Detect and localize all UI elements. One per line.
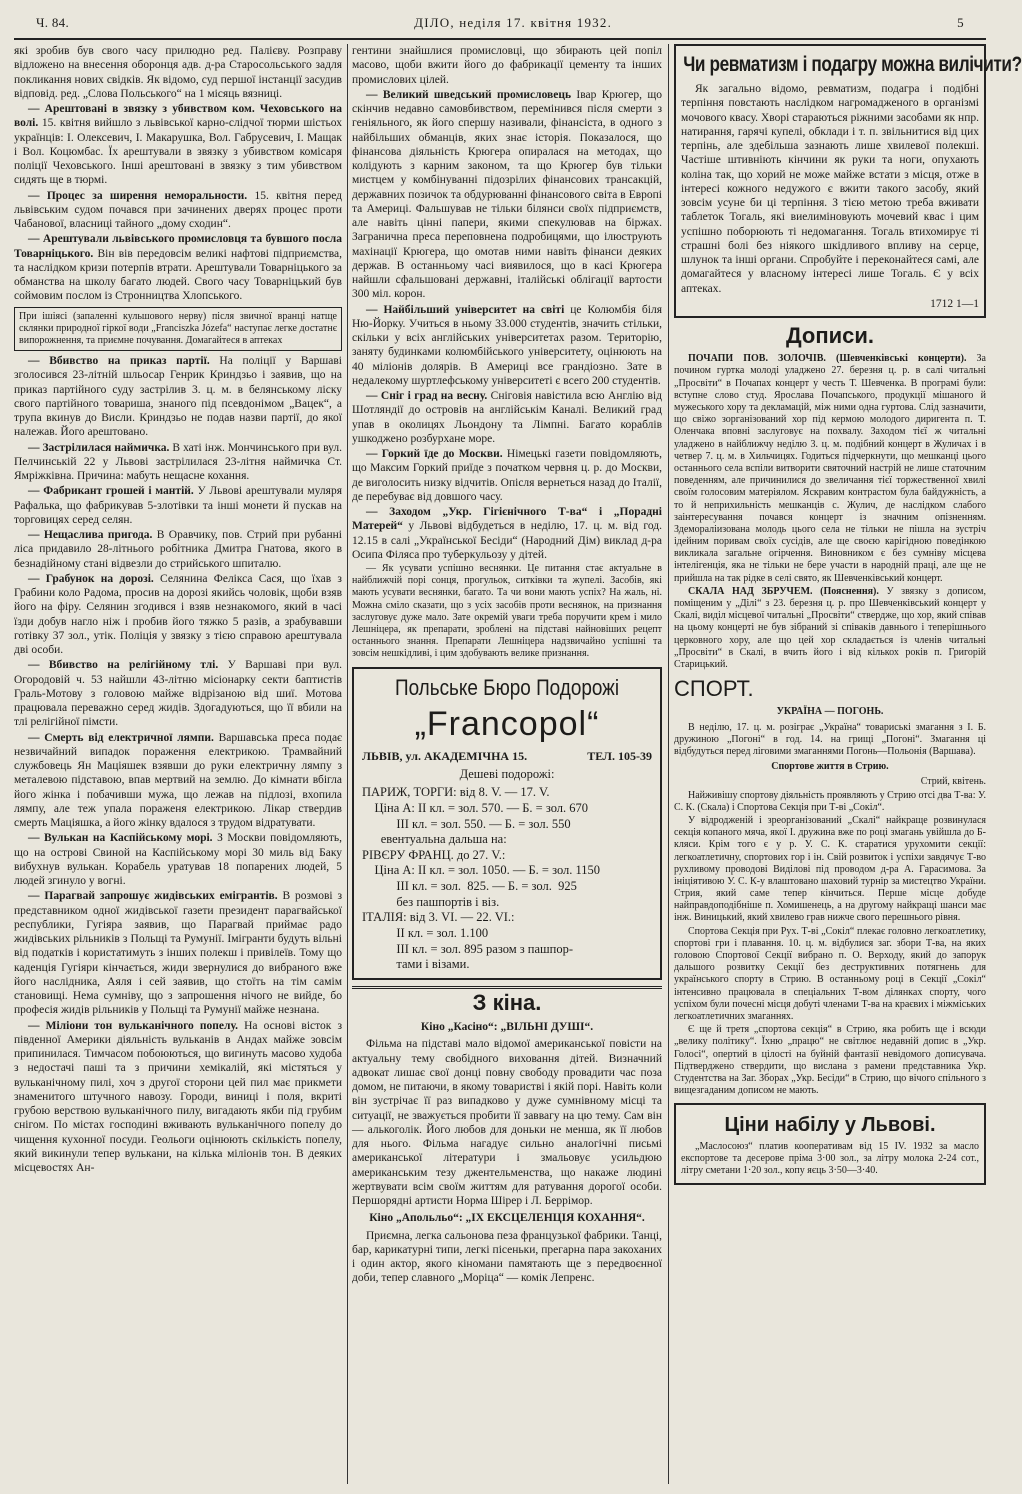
column-2 — [352, 44, 662, 1484]
section-heading-cinema: З кіна. — [352, 986, 662, 1016]
news-body: У Львові арештували муляря Рафалька, що фабрикував 5-злотівки та інші монети й пускав на торговицях серед селян. — [14, 485, 342, 526]
ad-code: 1712 1—1 — [930, 297, 979, 310]
news-body: Селянина Фелікса Сася, що їхав з Грабини коло Радома, просив на дорозі якийсь чоловік, щоби взяв його на фіру. Селянин згодився і взяв незнакомого, який в часі їзди добув нагло ніж і пробив його тяжко 5 разів, а зрабувавши готівку 37 зол., утік. Поліція у звязку з тією справою арештувала дві особи. — [14, 572, 342, 657]
cinema-title: Кіно „Апольльо“: „ІХ ЕКСЦЕЛЕНЦІЯ КОХАННЯ“. — [369, 1212, 645, 1225]
travel-line: Ціна А: II кл. = зол. 1050. — Б. = зол. 1150 — [362, 863, 601, 878]
column-3 — [674, 44, 1022, 1484]
news-headline: — Застрілилася наймичка. — [28, 441, 170, 454]
travel-brand: „Francopol“ — [414, 704, 600, 743]
news-headline: — Грабунок на дорозі. — [28, 572, 154, 585]
section-heading-correspondence: Дописи. — [785, 323, 875, 349]
news-headline: — Заходом „Укр. Гігієнічного Т-ва“ і „Порадні Матерей“ — [352, 506, 662, 533]
news-body: Сніговія навістила всю Англію від Шотляндії до островів на англійськім Каналі. Великий град упав в околицях Льондону та Лімпні. Багато кораблів ушкоджено розбурхане море. — [352, 390, 663, 445]
cinema-title: Кіно „Касіно“: „ВІЛЬНІ ДУШІ“. — [420, 1021, 594, 1034]
news-body: У Варшаві при вул. Огородовій ч. 53 найшли 43-літню місіонарку секти баптистів Граль-Мотову з головою майже відрізаною від шиї. Мотова працювала переважно серед жидів. Здогадуються, що її вбили на тлі релігійної пімсти. — [14, 659, 342, 729]
advertisement-freckles: — Як усувати успішно веснянки. Це питання стає актуальне в найближчій порі сонця, прогульок, ситківки та жупелі. Засобів, які мають усувати веснянки, багато. Та чи вони мають успіх? На жаль, ні. Можна сміло сказати, що з усіх засобів проти веснянок, на признання заслуговує дуже мало. Зате окремій уваги треба поручити крем і мило Лешніцера, як препарати, зроблені на підставі найновіших рецепт останнього знання. Препарати Лешніцера надзвичайно успішні та зовсім нешкідливі, і цим здобувають велике признання. — [352, 563, 662, 660]
issue-number: Ч. 84. — [36, 14, 69, 30]
news-body: В Оравчику, пов. Стрий при рубанні ліса придавило 28-літнього робітника Дмитра Гнатова, якого в безнадійному стані відвезли до стрийського шпиталю. — [14, 529, 342, 570]
column-1 — [14, 44, 342, 1484]
news-headline: — Смерть від електричної лямпи. — [28, 731, 214, 744]
news-body: На поліції у Варшаві зголосився 23-літній шльосар Генрик Криндзьо і заявив, що на приказ партійного суду застрілив 3. ц. м. в белянському ліску свого партійного товариша, знаного під псевдонімом „Вацек“, а трупа вкинув до Висли. Криндзьо не подав назви партії, до якої належав. Його арештовано. — [14, 355, 342, 439]
news-item — [14, 484, 342, 527]
prices-box — [674, 1103, 986, 1184]
news-body: З Москви повідомляють, що на острові Свиной на Каспійському морі 30 миль від Баку вибухнув вулькан. Корабель уратував 18 попарених людей, 5 людей згинуло у вогні. — [14, 832, 342, 888]
travel-address-row — [362, 749, 652, 764]
news-item — [14, 232, 342, 303]
news-headline: — Арештовані в звязку з убивством ком. Чеховського на волі. — [14, 103, 342, 130]
page-header — [14, 12, 986, 40]
prices-body: „Маслосоюз“ платив кооперативам від 15 IV. 1932 за масло експортове та десерове пріма 3·00 зол., за літру молока 2-24 сот., літру сметани 1·20 зол., копу яєць 3·50—3·40. — [681, 1141, 979, 1177]
news-headline: — Процес за ширення неморальности. — [28, 189, 248, 202]
sport-title: Спортове життя в Стрию. — [771, 761, 889, 773]
travel-line: евентуальна дальша на: — [362, 832, 507, 847]
travel-title: Польське Бюро Подорожі — [394, 674, 620, 700]
travel-line: III кл. = зол. 895 разом з пашпор- — [362, 941, 574, 956]
sport-title: УКРАЇНА — ПОГОНЬ. — [776, 706, 884, 718]
sport-body: Є ще й третя „спортова секція“ в Стрию, яка робить ще і всюди „велику політику“. Їхню „працю“ не світлює недавній допис в „Укр. Голосі“, опертий в цілості на буйній фантазії невідомого дописувача. Підтверджено ствердити, що вислана з рамени представника Укр. Студентства на Заг. Зборах „Укр. Бесіди“ в Стрию, що вічого спільного з вищезгаданим дописом не мають. — [674, 1024, 986, 1097]
sport-body: Найживішу спортову діяльність проявляють у Стрию отсі два Т-ва: У. С. К. (Скала) і Спортова Секція при Т-ві „Сокіл“. — [674, 789, 986, 813]
news-item — [14, 831, 342, 888]
news-body: 15. квітня перед львівським судом почався при зачинених дверях процес проти Чабанової, власниці тайного „дому сходин“. — [14, 189, 342, 230]
news-body: Варшавська преса подає незвичайний випадок пораження електрикою. Трамвайний службовець Ян Маціяшек взявши до руки електричну лямпу з металевою підставою, впав мертвий на землю. До кімнати вбігла його жінка і побачивши мужа, що лежав на підлозі, вхопила лямпу, але теж упала пораженя електрикою. Лікар ствердив смерть Маціяшка, а його жінку вдалося з трудом відратувати. — [14, 731, 342, 830]
news-item — [14, 189, 342, 232]
travel-subtitle: Дешеві подорожі: — [459, 766, 555, 781]
masthead-date: ДІЛО, неділя 17. квітня 1932. — [414, 14, 613, 30]
news-item — [352, 447, 662, 504]
sport-body: Спортова Секція при Рух. Т-ві „Сокіл“ плекає головно легкоатлетику, спортові гри і плавання. 10. ц. м. відбулися заг. збори Т-ва, на яких головою Спортової Секції вибрано п. О. Верходу, який до запорук дальшого розвитку Секції без деструктивних потягнень для українського спорту в Стрию. В останньому році в Секції „Сокіл“ інтенсивно працювала в спеціальних Т-вом ділянках спорту, чого успіхом були почесні місця добуті членами Т-ва на краєвих і міжміських легкоатлетичних змаганнях. — [674, 925, 986, 1022]
section-heading-sport: СПОРТ. — [674, 676, 754, 702]
correspondence-headline: ПОЧАПИ ПОВ. ЗОЛОЧІВ. (Шевченківські концерти). — [688, 353, 967, 365]
correspondence-item — [674, 586, 986, 671]
column-divider — [347, 44, 348, 1484]
news-body: В розмові з представником одної жидівської газети президент парагвайської республики, Гугіяра заявив, що Парагвай приймає радо жидівських рільників з Польщі та Румунії. Імігранти будуть вільні від податків і користатимуть з інших полекш і привілеїв. Тому що каденція Гугіяри кінчається, жиди звернулися до вибраного вже його наслідника, Аяля і сей заявив, що стоїть на тім самім становищі. Нема сумніву, що з запрошення нічого не вийде, бо професія жидів рільників у Польщі та Румунії майже незнана. — [14, 890, 343, 1017]
travel-address: ЛЬВІВ, ул. АКАДЕМІЧНА 15. — [362, 748, 528, 763]
ad-text: При ішіясі (запаленні кульшового нерву) після звичної вранці натще склянки природної гіркої води „Franciszka Józefa“ наступає легке достатнє випорожнення, та приємне почування. Домагайтеся в аптеках — [19, 310, 337, 346]
news-headline: — Арештували львівського промисловця та бувшого посла Товарніцького. — [14, 233, 342, 260]
news-item — [14, 731, 342, 831]
news-headline: — Вбивство на релігійному тлі. — [28, 659, 219, 672]
travel-line: III кл. = зол. 550. — Б. = зол. 550 — [362, 816, 571, 831]
news-item — [14, 1019, 342, 1176]
news-headline: — Міліони тон вульканічного попелу. — [28, 1019, 238, 1032]
travel-line: тами і візами. — [362, 957, 470, 972]
correspondence-body: У звязку з дописом, поміщеним у „Ділі“ з 23. березня ц. р. про Шевченківський концерт у Скалі, виділ місцевої читальні „Просвіти“ ствердже, що хор, який співав на цьому концерті не був зібраний зі співаків давнього і теперішнього церковного хору, але що цей хор складається із членів читальні „Просвіти“ в Скалі, в вчить його і від кількох років п. Григорій Старицький. — [674, 585, 986, 670]
news-item — [14, 102, 342, 188]
news-body: На основі вісток з південної Америки діяльність вульканів в Андах майже зовсім припинилася. Тимчасом побоюються, що вигинуть масово худоба з недостачі паші та з причини хемікалій, які містяться у вульканічному пилі, хоч з другої сторони цей пил має прикмети знаменитого штучного навозу. Городи, виниці і поля, вкриті грубою верствою вульканічного пилу, вигадають якби під грубим снігом. По містах господині вживають вульканічного попелу до чищення кухонної посуди. Геольоги оцінюють скількість попелу, який викинули тепер вулькани, на кілька міліонів тон. В деяких місцевостях Ан- — [14, 1019, 342, 1175]
news-item — [352, 505, 662, 562]
ad-body: Як загально відомо, ревматизм, подагра і подібні терпіння повстають наслідком нагромадженого в організмі мочового квасу. Хворі стараються ріжними засобами як нпр. натирання, гарячі купелі, обклади і т. п. звільнитися від цих терпінь, але здебільша зазнають лише хвилевої полекші. Частіше штивніють кінчини як руки та ноги, опухають коліна так, що хорий не може майже встати з місця, отже в інтересі кожного недужого є вжити такого засобу, який зовсім усуне би ці терпіння. З тією метою треба вживати таблеток Тогаль, які виелиміновують мочевий квас і цим успішно поборюють ті недомагання. Тогаль втихомирує ті страшні болі без ніякого шкідливого впливу на серце, шлунок та інші органи. Спробуйте і переконайтеся самі, але домагайтеся у власному інтересі лише Тогаль. Є у всіх аптеках. — [681, 83, 979, 295]
news-item — [352, 303, 662, 389]
sport-body: В неділю, 17. ц. м. розіграє „Україна“ товариські змагання з І. Б. дружиною „Погоні“ в год. 14. на грищі „Погоні“. Змагання ці відбудуться перед ліговими змаганнями Погонь—Польонія (Варшава). — [674, 721, 986, 757]
news-item — [14, 572, 342, 658]
news-headline: — Фабрикант грошей і мантій. — [28, 485, 194, 498]
news-body: Він вів передовсім великі нафтові підприємства, та наслідком кризи потерпів втрати. Арештували Товарніцького за обманства на школу багато людей. Свого часу Товарніцький був соймовим послом із Стронництва Хлопського. — [14, 247, 342, 303]
news-body: Німецькі газети повідомляють, що Максим Горкий приїде з початком червня ц. р. до Москви, де виголосить низку відчитів. Опісля вернеться назад до Італії, де перебуває від довшого часу. — [352, 448, 662, 503]
travel-phone: ТЕЛ. 105-39 — [587, 748, 652, 763]
news-body: 15. квітня вийшло з львівської карно-слідчої тюрми шістьох українців: І. Олексевич, І. Макарушка, Вол. Габрусевич, І. Мащак і Вол. Коцюмбас. Їх арештували в звязку з убивством комісаря поліції Чеховського. Інші арештовані в звязку з тим убивством сидять ще в тюрмі. — [14, 117, 342, 187]
news-body: у Львові відбудеться в неділю, 17. ц. м. від год. 12.15 в салі „Української Бесіди“ (Народний Дім) виклад д-ра Осипа Філяса про туберкульозу у дітей. — [352, 520, 662, 561]
cinema-review: Фільма на підставі мало відомої американської повісти на актуальну тему свобідного виховання дітей. Визначний адвокат лишає свої донці повну свободу провадити час поза домом, не питаючи, в якому товаристві і якій порі. Навіть коли він зустрічає її раз випадково у дуже сумнівному місці та ситуації, не зважується пробити її заввагу на цю тему. Сам він — алькоголік. Його любов для доньки не менша, як її любов для нього. Фільма нагадує сильно аналогічні письмі американської літератури і змальовує усильдюю американським тезу джентельменства, що накаже людині жертвувати всім своїм життям для ратування дорогої особи. Першорядні артисти Норма Шірер і Л. Беррімор. — [352, 1038, 662, 1208]
travel-line: РІВЄРУ ФРАНЦ. до 27. V.: — [362, 847, 506, 862]
ad-headline: Чи ревматизм і подагру можна вилічити? — [683, 53, 1022, 76]
travel-line: ІТАЛІЯ: від 3. VI. — 22. VI.: — [362, 910, 515, 925]
news-item — [14, 441, 342, 484]
travel-line: ПАРИЖ, ТОРГИ: від 8. V. — 17. V. — [362, 785, 550, 800]
news-headline: — Горкий їде до Москви. — [366, 448, 503, 460]
news-paragraph: які зробив був свого часу прилюдно ред. Палієву. Розправу відложено на внесення оборонця адв. д-ра Старосольського задля покликання нових свідків. Як відомо, суд першої інстанції засудив відповід. ред. „Слова Польського“ на 1 місяць вязниці. — [14, 45, 342, 100]
sport-dateline: Стрий, квітень. — [920, 776, 986, 788]
news-item — [14, 658, 342, 729]
news-item — [14, 354, 342, 440]
news-headline: — Сніг і град на весну. — [366, 390, 488, 402]
news-headline: — Парагвай запрошує жидівських емігрантів. — [28, 890, 278, 903]
columns — [14, 44, 1022, 1484]
sport-body: У відродженій і зреорганізований „Скалі“ найкраще розвинулася секція копаного мяча, якої І. дружина вже по році змагань увійшла до Б-кляси. Крім того є у р. У. С. К. старатися урухомити секції: легкоатлетичну, спортових гор і ін. Свій розвиток і успіхи завдячує Т-во рухливому проводові Виділові під проводом д-ра А. Гарасимова. За ініціятивою У. С. К-у влаштовано шаховий турнір за мистецтво України. Стрия, який саме тепер кінчиться. Перше місце добуде найправдоподібніше п. Хомишенець, а на другому найкращі шанси має інж. Виницький, який хвилево грав нижче свого перешнього рівня. — [674, 814, 986, 924]
prices-heading: Ціни набілу у Львові. — [724, 1114, 936, 1137]
travel-line: без пашпортів і віз. — [362, 894, 500, 909]
news-headline: — Найбільший університет на світі — [366, 303, 565, 316]
page-number: 5 — [957, 14, 964, 30]
advertisement-mineral-water — [14, 307, 342, 352]
news-paragraph: гентини знайшлися промисловці, що збирають цей попіл масово, щоби вжити його до фабрикації цементу та інших промислових цілей. — [352, 45, 662, 86]
news-headline: — Вулькан на Каспійському морі. — [28, 832, 213, 845]
travel-line: Ціна А: II кл. = зол. 570. — Б. = зол. 670 — [362, 800, 589, 815]
advertisement-travel-bureau — [352, 667, 662, 980]
news-item — [14, 528, 342, 571]
travel-line: III кл. = зол. 825. — Б. = зол. 925 — [362, 879, 577, 894]
news-item — [352, 88, 662, 302]
travel-line: II кл. = зол. 1.100 — [362, 925, 489, 940]
news-body: Івар Крюгер, що скінчив недавно самовбивством, перемінився після смерти з геніяльного, як його спершу називали, фінансіста, в одного з найбільших обманців, яких знає історія. Показалося, що фінансова діяльність Крюгера опиралася на методах, що колідують з карним законом, та що Крюгер був тільки мистцем у комбінуванні підозрілих фінансових трансакцій, державних позичок та обдурюванні фінансового світа в Европі та Америці. Фальшував не тільки білянси своїх підприємств, але навіть цінні папери, якими спекулював на біржах. Заграничнa преса переповнена подробицями, що ілюструють махінації Крюгера, що омотав ними навіть фінанси деяких держав. В останньому часі виявилося, що в касі Крюгера найшли сфальшовані державні, італійські облігації вартости 300 міл. корон. — [352, 88, 662, 301]
advertisement-togal — [674, 44, 1022, 318]
news-item — [14, 889, 342, 1017]
news-body: В хаті інж. Мончинського при вул. Пелчинській 22 у Львові застрілилася 23-літня наймичка Ст. Ямріжківна. Причина: мабуть нещасне кохання. — [14, 441, 343, 483]
column-divider — [668, 44, 669, 1484]
cinema-review: Приємна, легка сальонова пеза французької фабрики. Танці, бар, карикатурні типи, легкі пісеньки, прегарна пара закоханих і один актор, якого кіномани памятають ще з передвоєнної доби, тепер славного „Моріца“ — комік Лепренс. — [352, 1229, 662, 1285]
correspondence-headline: СКАЛА НАД ЗБРУЧЕМ. (Пояснення). — [688, 585, 879, 597]
correspondence-item — [674, 353, 986, 585]
correspondence-body: За почином гуртка молоді уладжено 27. березня ц. р. в салі читальні „Просвіти“ в Почапах концерт у честь Т. Шевченка. В програмі були: вступне слово студ. Ярослава Почапського, продукції мішаного й мужеського хору та декламацій, між ними одна гуртова. Слід зазначити, що свіжо зорганізований хор під кермою молодого диригента п. Т. Оленчака вповні заслуговує на похвалу. Заходом тієї ж читальні уладжено в найближчу неділю 3. ц. м. подібний концерт в Жуличах і в четвер 7. ц. м. в Хильчицях. Годиться підчеркнути, що мешканці цього останнього села вспіли витворити святочний настрій не лише статочним поведенням, але причинилися до звеличання тієї торжественної хвилі своїм голосовим матеріялом. Яскравим контрастом була байдужність, а то й неприхильність мешканців с. Жулич, де наслідком слабого заінтересування почався концерт із значним опізненням. Здемораліизована молодь цього села не тільки не пішла на зустріч ідейним поривам своїх сусідів, але ще своєю карігідною поведінкою викликала загальне огірчення. Виновником є без сумніву місцева інтелігенція, яка не тільки не бере участи в народній праці, але ще не прийшла на так рідке в селі свято, як Шевченківський концерт. — [674, 353, 986, 584]
news-body: це Колюмбія біля Ню-Йорку. Учиться в ньому 33.000 студентів, значить стільки, скільки у всіх англійських університетах разом. Територію, заняту будинками колюмбійського університету, оцінюють на 40 міліонів долярів. В Америці все грандіозно. Зате в недалекому шуртлефському університеті є всего 200 студентів. — [352, 303, 663, 387]
news-headline: — Нещаслива пригода. — [28, 529, 153, 542]
news-headline: — Вбивство на приказ партії. — [28, 355, 210, 368]
news-headline: — Великий шведський промисловець — [366, 88, 572, 101]
news-item — [352, 389, 662, 446]
